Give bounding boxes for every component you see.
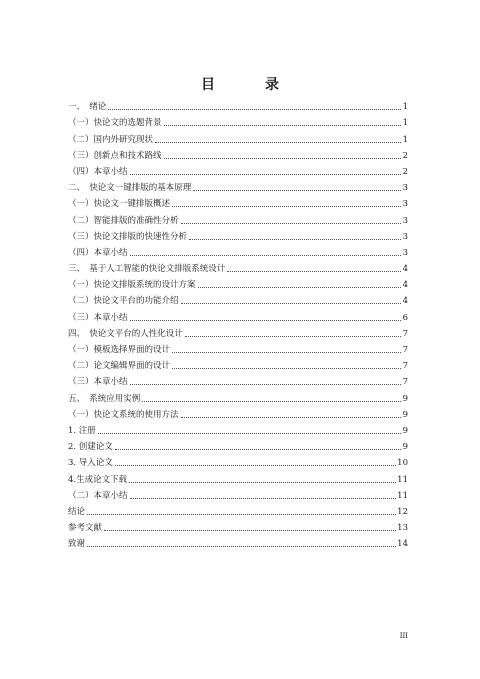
toc-entry-label: 4.生成论文下载 — [68, 474, 128, 485]
toc-entry-label: （一）模板选择界面的设计 — [68, 345, 171, 355]
toc-entry[interactable] — [68, 194, 408, 210]
toc-dot-leader — [130, 320, 401, 321]
toc-dot-leader — [87, 546, 396, 547]
toc-entry-page-number: 10 — [397, 458, 408, 469]
toc-dot-leader — [181, 417, 401, 418]
toc-entry-label: （三）创新点和技术路线 — [68, 150, 162, 161]
toc-entry-label: 致谢 — [68, 539, 86, 550]
toc-entry[interactable] — [68, 259, 408, 275]
toc-dot-leader — [104, 530, 396, 531]
toc-entry[interactable] — [68, 388, 408, 404]
toc-entry-page-number: 3 — [402, 183, 408, 194]
toc-dot-leader — [108, 109, 401, 110]
page-title: 目 录 — [201, 77, 297, 93]
table-of-contents — [68, 97, 408, 550]
toc-entry-label: 二、 快论文一键排版的基本原理 — [68, 183, 192, 194]
toc-dot-leader — [172, 352, 401, 353]
toc-entry[interactable] — [68, 324, 408, 340]
toc-entry-page-number: 11 — [397, 474, 408, 485]
toc-dot-leader — [130, 384, 401, 385]
toc-dot-leader — [130, 498, 397, 499]
toc-entry-label: （三）本章小结 — [68, 377, 128, 388]
toc-entry-page-number: 4 — [402, 264, 408, 275]
toc-dot-leader — [87, 514, 396, 515]
toc-entry-page-number: 6 — [402, 312, 408, 323]
toc-entry[interactable] — [68, 146, 408, 162]
toc-entry-label: （二）论文编辑界面的设计 — [68, 361, 171, 372]
toc-entry-page-number: 2 — [402, 166, 408, 177]
toc-entry-label: （四）本章小结 — [68, 166, 128, 177]
toc-entry-label: 参考文献 — [68, 523, 103, 534]
toc-dot-leader — [115, 465, 396, 466]
toc-dot-leader — [129, 482, 396, 483]
toc-entry[interactable] — [68, 502, 408, 518]
toc-entry[interactable] — [68, 178, 408, 194]
toc-dot-leader — [130, 174, 401, 175]
toc-dot-leader — [185, 336, 401, 337]
toc-entry-page-number: 3 — [402, 215, 408, 226]
toc-entry-page-number: 2 — [402, 150, 408, 161]
toc-entry-page-number: 9 — [402, 442, 408, 453]
toc-entry[interactable] — [68, 518, 408, 534]
toc-entry[interactable] — [68, 113, 408, 129]
toc-entry-page-number: 1 — [402, 134, 408, 145]
toc-entry-page-number: 3 — [402, 247, 408, 258]
toc-entry[interactable] — [68, 453, 408, 469]
toc-entry-label: 一、 绪论 — [68, 102, 107, 113]
toc-entry-page-number: 9 — [402, 409, 408, 420]
toc-entry-label: （二）智能排版的准确性分析 — [68, 215, 179, 226]
toc-entry[interactable] — [68, 405, 408, 421]
toc-entry-label: （一）快论文排版系统的设计方案 — [68, 280, 196, 291]
toc-entry-label: 2. 创建论文 — [68, 442, 113, 453]
toc-entry[interactable] — [68, 210, 408, 226]
toc-entry-label: 结论 — [68, 506, 86, 517]
toc-dot-leader — [198, 287, 401, 288]
toc-entry[interactable] — [68, 340, 408, 356]
toc-entry-label: 五、 系统应用实例 — [68, 393, 141, 404]
toc-entry[interactable] — [68, 129, 408, 145]
toc-entry[interactable] — [68, 437, 408, 453]
toc-dot-leader — [172, 206, 401, 207]
toc-entry[interactable] — [68, 97, 408, 113]
toc-entry-label: 三、 基于人工智能的快论文排版系统设计 — [68, 264, 226, 275]
toc-entry[interactable] — [68, 356, 408, 372]
toc-entry-page-number: 7 — [402, 377, 408, 388]
toc-entry-page-number: 1 — [402, 118, 408, 129]
toc-entry[interactable] — [68, 372, 408, 388]
toc-entry-page-number: 9 — [402, 393, 408, 404]
toc-entry-label: （四）本章小结 — [68, 247, 128, 258]
toc-dot-leader — [98, 433, 401, 434]
toc-entry-page-number: 12 — [397, 506, 408, 517]
toc-entry-label: （一）快论文的选题背景 — [68, 118, 162, 129]
toc-entry-page-number: 13 — [397, 523, 408, 534]
toc-entry-label: （三）本章小结 — [68, 312, 128, 323]
toc-entry[interactable] — [68, 162, 408, 178]
page-number-footer: III — [399, 632, 408, 640]
toc-entry-page-number: 4 — [402, 280, 408, 291]
toc-dot-leader — [155, 142, 401, 143]
toc-entry[interactable] — [68, 469, 408, 485]
toc-dot-leader — [164, 125, 401, 126]
toc-entry-label: 四、 快论文平台的人性化设计 — [68, 328, 183, 339]
toc-dot-leader — [172, 368, 401, 369]
toc-entry-page-number: 3 — [402, 199, 408, 210]
toc-entry[interactable] — [68, 486, 408, 502]
toc-entry-label: （一）快论文系统的使用方法 — [68, 409, 179, 420]
toc-dot-leader — [181, 223, 401, 224]
toc-entry-page-number: 11 — [397, 490, 408, 501]
toc-dot-leader — [164, 158, 401, 159]
toc-entry-page-number: 3 — [402, 231, 408, 242]
toc-entry-page-number: 7 — [402, 345, 408, 355]
toc-entry-label: 1. 注册 — [68, 425, 96, 436]
toc-dot-leader — [181, 303, 401, 304]
toc-entry-page-number: 14 — [397, 539, 408, 550]
toc-entry-page-number: 9 — [402, 425, 408, 436]
toc-entry-page-number: 4 — [402, 296, 408, 307]
toc-entry-page-number: 1 — [402, 102, 408, 113]
toc-entry[interactable] — [68, 275, 408, 291]
toc-entry[interactable] — [68, 534, 408, 550]
toc-entry-page-number: 7 — [402, 361, 408, 372]
toc-entry[interactable] — [68, 243, 408, 259]
toc-entry-label: （二）本章小结 — [68, 490, 128, 501]
toc-dot-leader — [130, 255, 401, 256]
toc-entry[interactable] — [68, 307, 408, 323]
toc-entry-label: （二）快论文平台的功能介绍 — [68, 296, 179, 307]
toc-dot-leader — [193, 190, 401, 191]
toc-entry-label: （一）快论文一键排版概述 — [68, 199, 171, 210]
toc-dot-leader — [115, 449, 401, 450]
toc-entry-label: （二）国内外研究现状 — [68, 134, 154, 145]
toc-entry-label: （三）快论文排版的快速性分析 — [68, 231, 188, 242]
toc-entry-page-number: 7 — [402, 328, 408, 339]
toc-dot-leader — [189, 239, 401, 240]
toc-dot-leader — [227, 271, 401, 272]
toc-dot-leader — [142, 401, 401, 402]
toc-entry[interactable] — [68, 227, 408, 243]
toc-entry-label: 3. 导入论文 — [68, 458, 113, 469]
toc-entry[interactable] — [68, 421, 408, 437]
toc-entry[interactable] — [68, 291, 408, 307]
